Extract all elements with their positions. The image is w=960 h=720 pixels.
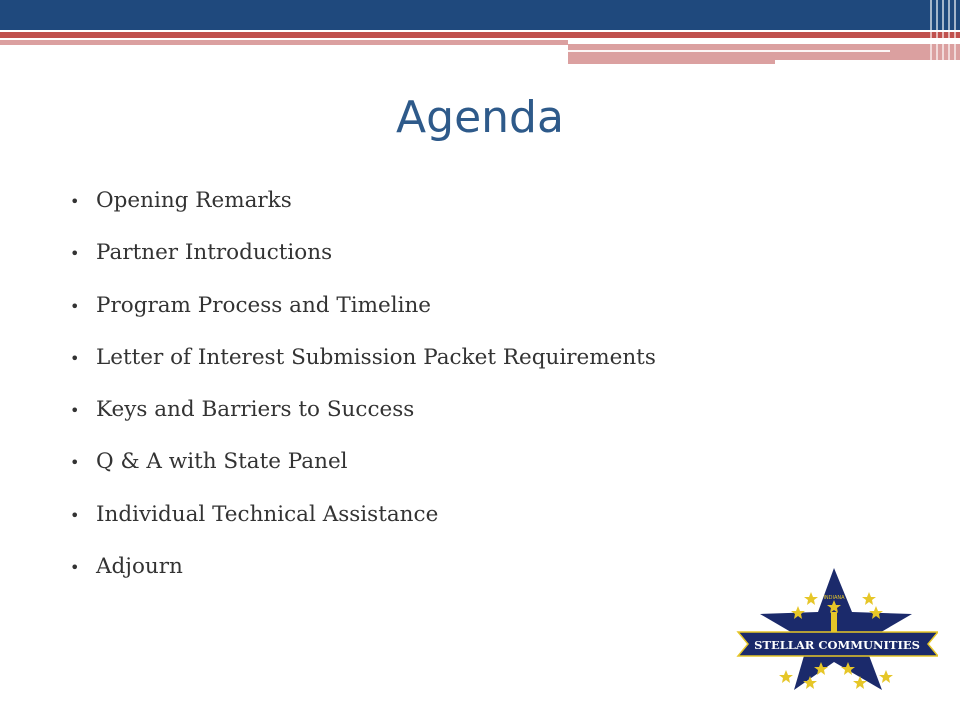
- agenda-item-label: Partner Introductions: [96, 240, 333, 266]
- agenda-item-label: Letter of Interest Submission Packet Requirements: [96, 344, 656, 370]
- agenda-item-label: Opening Remarks: [96, 188, 292, 213]
- header-vertical-line: [942, 0, 944, 64]
- bullet-icon: •: [70, 401, 80, 421]
- logo-arc-text: INDIANA: [823, 595, 845, 601]
- header-vertical-line: [954, 0, 956, 64]
- agenda-item: [70, 542, 656, 594]
- header-blue-band: [0, 0, 960, 30]
- agenda-list: [70, 176, 656, 594]
- header-red-band: [0, 32, 960, 38]
- stellar-communities-logo: [736, 566, 938, 692]
- agenda-item: [70, 228, 656, 280]
- logo-banner-text: STELLAR COMMUNITIES: [754, 638, 920, 652]
- header-vertical-line: [930, 0, 932, 64]
- bullet-icon: •: [70, 558, 80, 578]
- header-pink-band-left: [0, 40, 568, 45]
- agenda-item-label: Program Process and Timeline: [96, 292, 432, 318]
- agenda-item: [70, 437, 656, 489]
- agenda-item: [70, 385, 656, 437]
- agenda-item-label: Keys and Barriers to Success: [96, 397, 415, 423]
- header-accent-line: [568, 50, 890, 52]
- agenda-item-label: Q & A with State Panel: [96, 449, 348, 475]
- bullet-icon: •: [70, 505, 80, 525]
- header-accent-line-lower: [775, 60, 960, 64]
- header-vertical-line: [948, 0, 950, 64]
- agenda-item: [70, 281, 656, 333]
- bullet-icon: •: [70, 348, 80, 368]
- agenda-item: [70, 333, 656, 385]
- bullet-icon: •: [70, 244, 80, 264]
- slide-title: Agenda: [396, 92, 564, 143]
- bullet-icon: •: [70, 192, 80, 211]
- bullet-icon: •: [70, 296, 80, 316]
- agenda-item-label: Adjourn: [96, 554, 183, 580]
- agenda-item: [70, 176, 656, 228]
- header-vertical-line: [936, 0, 938, 64]
- agenda-item: [70, 490, 656, 542]
- logo-torch-icon: [831, 612, 837, 634]
- bullet-icon: •: [70, 453, 80, 473]
- agenda-item-label: Individual Technical Assistance: [96, 501, 439, 527]
